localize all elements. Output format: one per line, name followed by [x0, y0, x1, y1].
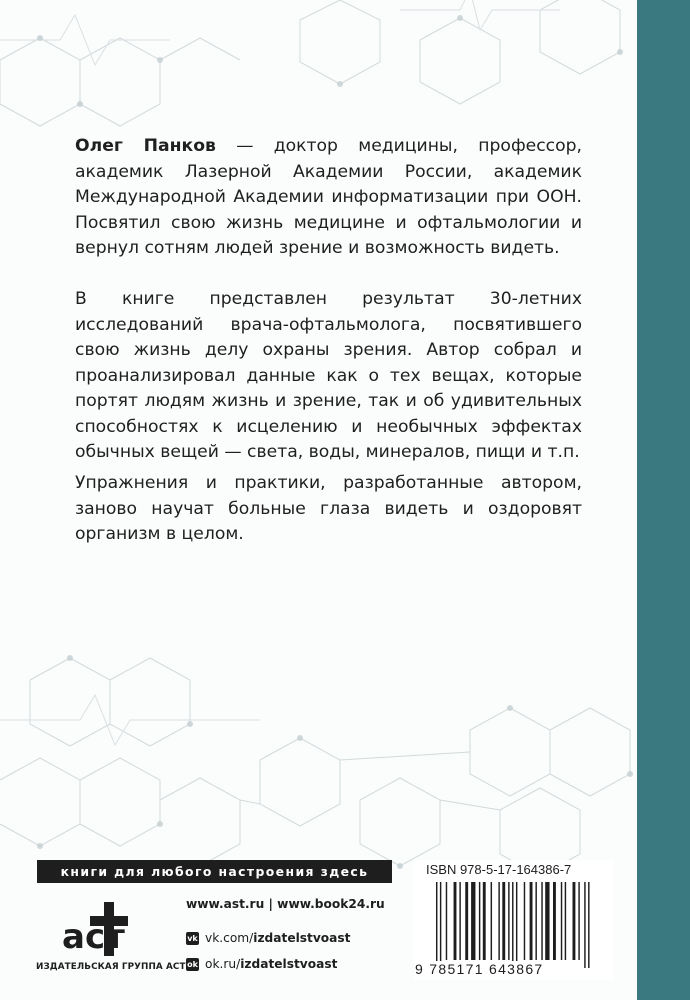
ok-prefix: ok.ru/: [205, 957, 241, 971]
barcode-bar: [512, 882, 513, 968]
author-bio: — доктор медицины, профессор, академик Лазерной Академии России, академик Международной Академии информатизации при ООН. Посвятил свою жизнь медицине и офтальмологии и вернул сотням людей зрение и возможность видеть.: [75, 136, 583, 258]
ok-icon: ok: [187, 959, 198, 969]
vk-link[interactable]: [186, 929, 350, 947]
barcode-bar: [508, 882, 509, 960]
author-paragraph: [75, 134, 582, 262]
barcode-bar: [483, 882, 486, 960]
ok-link[interactable]: [186, 955, 337, 973]
barcode-bar: [446, 882, 447, 960]
ok-handle: izdatelstvoast: [240, 957, 338, 971]
barcode-bar: [471, 882, 475, 960]
barcode-bar: [436, 882, 437, 968]
ast-logo: [60, 898, 138, 960]
barcode-bar: [524, 882, 525, 960]
vk-prefix: vk.com/: [205, 931, 254, 945]
vk-handle: izdatelstvoast: [253, 931, 351, 945]
logo-text: аст: [62, 917, 125, 957]
barcode-bar: [541, 882, 542, 960]
barcode-bar: [465, 882, 468, 960]
exercises-paragraph: Упражнения и практики, разработанные автором, заново научат больные глаза видеть и оздоровят организм в целом.: [75, 473, 582, 544]
website-links[interactable]: www.ast.ru | www.book24.ru: [186, 897, 385, 911]
barcode-bar: [498, 882, 499, 960]
slogan-banner: книги для любого настроения здесь: [37, 860, 392, 883]
vk-icon: vk: [187, 933, 198, 943]
description-paragraph: В книге представлен результат 30-летних исследований врача-офтальмолога, посвятившего свою жизнь делу охраны зрения. Автор собрал и проанализировал данные как о тех вещах, которые портят людям жизнь и зрение, так и об удивительных способностях к исцелению и необычных эффектах обычных вещей — света, воды, минералов, пищи и т.п.: [75, 289, 582, 462]
spine-strip: [637, 0, 690, 1000]
barcode-bar: [553, 882, 556, 960]
barcode-bar: [578, 882, 579, 960]
barcode-bar: [454, 882, 457, 960]
barcode-bar: [561, 882, 562, 960]
barcode-bar: [459, 882, 460, 960]
barcode-bar: [573, 882, 576, 960]
barcode-bar: [588, 882, 589, 968]
barcode-bar: [502, 882, 505, 960]
ean-digits: 9 785171 643867: [415, 961, 544, 977]
barcode-bar: [530, 882, 533, 960]
publisher-name: ИЗДАТЕЛЬСКАЯ ГРУППА АСТ: [36, 962, 186, 972]
isbn-text: ISBN 978-5-17-164386-7: [426, 862, 572, 877]
barcode-bar: [535, 882, 536, 960]
barcode-block: [414, 860, 614, 980]
author-name: Олег Панков: [75, 136, 216, 156]
barcode-bar: [479, 882, 480, 960]
barcode-bar: [565, 882, 566, 960]
barcode-bar: [516, 882, 517, 968]
barcode-bar: [491, 882, 492, 960]
barcode: [434, 882, 610, 968]
barcode-bar: [440, 882, 441, 968]
barcode-bar: [545, 882, 549, 960]
barcode-bar: [584, 882, 585, 968]
